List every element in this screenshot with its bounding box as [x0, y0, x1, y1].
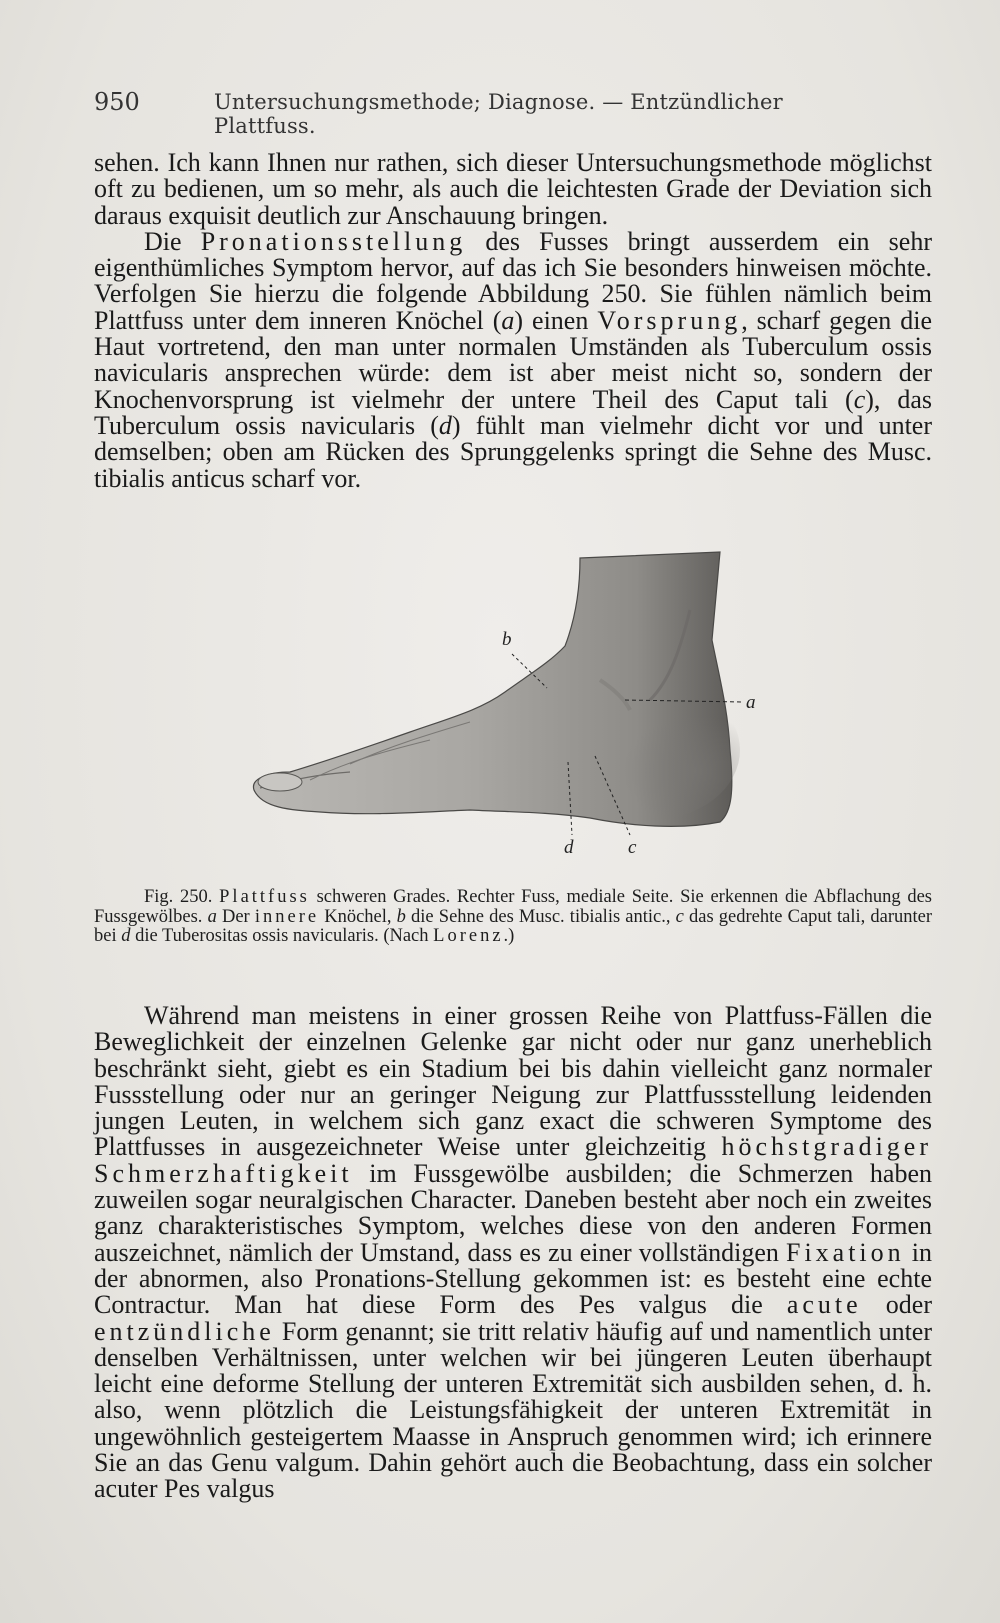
caption-ref-a: a: [207, 906, 217, 927]
heel-shading: [560, 680, 740, 820]
text-run: Knöchel,: [319, 906, 397, 927]
text-run: Form genannt; sie tritt relativ häufig auf und namentlich unter denselben Verhältnissen, unter welchen wir bei jüngeren Leuten überhaupt leicht eine deforme Stellung der unteren Extremität sich ausbilden sehen, d. h. also, wenn plötzlich die Leistungsfähigkeit der unteren Extremität in ungewöhnlich gesteigertem Maasse in Anspruch genommen wird; ich erinnere Sie an das Genu valgum. Dahin gehört auch die Beobachtung, dass ein solcher acuter Pes valgus: [94, 1316, 932, 1504]
running-title: Untersuchungsmethode; Diagnose. — Entzündlicher Plattfuss.: [214, 90, 783, 138]
spaced-term: Vorsprung: [597, 305, 742, 335]
foot-drawing: [250, 550, 770, 880]
figure-ref-a: a: [501, 305, 515, 335]
label-b: b: [502, 629, 512, 650]
text-run: ), das Tuberculum ossis navicularis (: [94, 384, 932, 440]
text-run: .): [503, 926, 515, 946]
paragraph-1: sehen. Ich kann Ihnen nur rathen, sich dieser Untersuchungsmethode möglichst oft zu bedienen, um so mehr, als auch die leichtesten Grade der Deviation sich daraus exquisit deutlich zur Anschauung bringen.: [94, 148, 932, 230]
text-run: schweren Grades. Rechter Fuss, mediale Seite. Sie erkennen die Abflachung des Fussgewölbes.: [94, 887, 932, 927]
text-run: im Fussgewölbe ausbilden; die Schmerzen haben zuweilen sogar neuralgischen Character. Daneben besteht aber noch ein zweites ganz charakteristisches Symptom, welches diese von den anderen Formen auszeichnet, nämlich der Umstand, dass es zu einer vollständigen: [94, 1158, 932, 1267]
spaced-term: acute: [786, 1290, 862, 1320]
caption-text: [94, 888, 932, 947]
figure-250-foot-illustration: [250, 550, 770, 880]
text-run: oder: [861, 1290, 932, 1320]
spaced-term: Pronationsstellung: [200, 226, 467, 256]
figure-number: Fig. 250.: [144, 887, 220, 907]
spaced-term: innere: [254, 906, 320, 927]
text-run: , scharf gegen die Haut vortretend, den man unter normalen Umständen als Tuberculum ossis navicularis ansprechen würde: dem ist aber meist nicht so, sondern der Knochenvorsprung ist vielmehr der untere Theil des Caput tali (: [94, 305, 933, 414]
caption-ref-c: c: [675, 906, 684, 927]
page-number: 950: [94, 88, 140, 116]
figure-ref-c: c: [853, 384, 866, 414]
text-run: Die: [144, 226, 201, 256]
label-c: c: [628, 837, 637, 858]
text-block-bottom: [94, 1003, 932, 1503]
text-run: des Fusses bringt ausserdem ein sehr eigenthümliches Symptom hervor, auf das ich Sie besonders hinweisen möchte. Verfolgen Sie hierzu die folgende Abbildung 250. Sie fühlen nämlich beim Plattfuss unter dem inneren Knöchel (: [94, 226, 933, 335]
caption-ref-d: d: [121, 926, 131, 946]
paragraph-2: [94, 226, 933, 493]
text-run: Während man meistens in einer grossen Reihe von Plattfuss-Fällen die Beweglichkeit der einzelnen Gelenke gar nicht oder nur ganz unerheblich beschränkt sieht, giebt es ein Stadium bei bis dahin vielleicht ganz normaler Fussstellung oder nur an geringer Neigung zur Plattfussstellung leidenden jungen Leuten, in welchem sich ganz exact die schweren Symptome des Plattfusses in ausgezeichneter Weise unter gleichzeitig: [94, 1001, 932, 1162]
text-run: die Sehne des Musc. tibialis antic.,: [405, 906, 676, 927]
text-run: das gedrehte Caput tali, darunter bei: [94, 906, 932, 946]
paragraph-3: [94, 1003, 932, 1503]
toenail: [258, 773, 302, 791]
text-run: die Tuberositas ossis navicularis. (Nach: [130, 926, 434, 946]
label-d: d: [564, 837, 574, 858]
text-run: ) fühlt man vielmehr dicht vor und unter demselben; oben am Rücken des Sprunggelenks springt die Sehne des Musc. tibialis anticus scharf vor.: [94, 410, 932, 493]
text-run: ) einen: [514, 305, 598, 335]
text-run: in der abnormen, also Pronations-Stellung gekommen ist: es besteht eine echte Contractur. Man hat diese Form des Pes valgus die: [94, 1237, 932, 1320]
spaced-term: höchstgradiger Schmerzhaftigkeit: [94, 1132, 932, 1188]
text-run: Der: [216, 906, 255, 927]
spaced-term: Fixation: [785, 1237, 905, 1267]
spaced-term: Lorenz: [433, 926, 504, 946]
label-a: a: [746, 692, 756, 713]
spaced-term: Plattfuss: [219, 887, 310, 907]
figure-caption: [94, 888, 932, 947]
spaced-term: entzündliche: [94, 1316, 275, 1346]
figure-ref-d: d: [438, 410, 452, 440]
caption-ref-b: b: [396, 906, 406, 927]
text-block-top: [94, 150, 932, 492]
